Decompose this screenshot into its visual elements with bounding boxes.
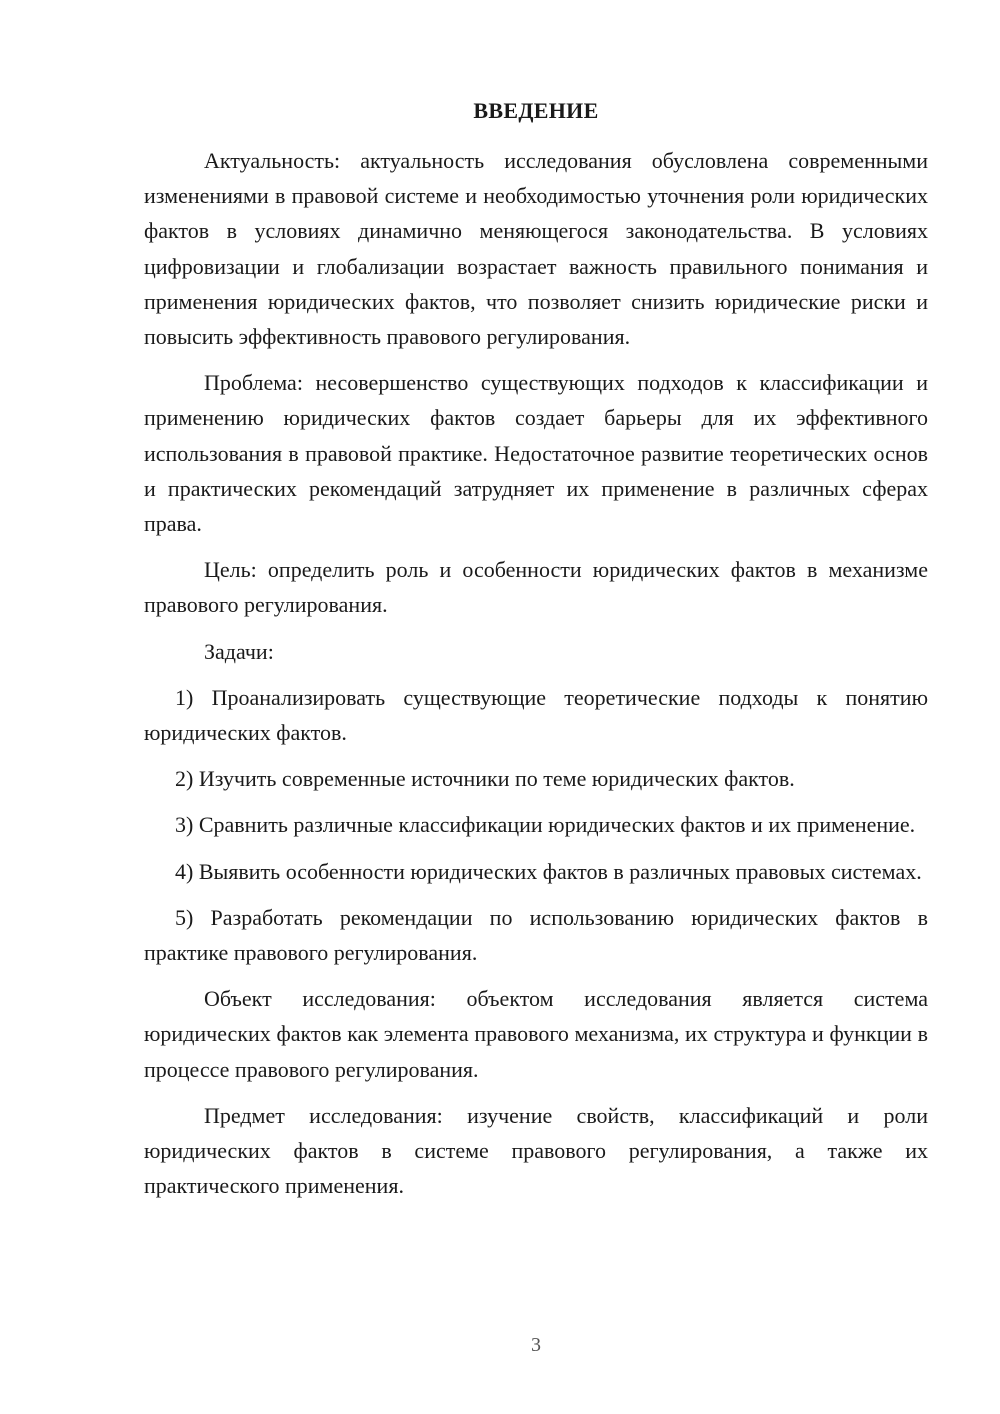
page-number: 3: [531, 1334, 541, 1356]
paragraph-goal: Цель: определить роль и особенности юридических фактов в механизме правового регулирования.: [144, 557, 928, 618]
document-body: [144, 143, 928, 1214]
task-item-5: 5) Разработать рекомендации по использованию юридических фактов в практике правового регулирования.: [144, 904, 928, 966]
paragraph-object: Объект исследования: объектом исследования является система юридических фактов как элемента правового механизма, их структура и функции в процессе правового регулирования.: [144, 986, 928, 1082]
paragraph-relevance: Актуальность: актуальность исследования обусловлена современными изменениями в правовой системе и необходимостью уточнения роли юридических фактов в условиях динамично меняющегося законодательства. В условиях цифровизации и глобализации возрастает важность правильного понимания и применения юридических фактов, что позволяет снизить юридические риски и повысить эффективность правового регулирования.: [144, 148, 928, 350]
task-item-1: 1) Проанализировать существующие теоретические подходы к понятию юридических фактов.: [144, 684, 928, 746]
task-item-2: 2) Изучить современные источники по теме юридических фактов.: [175, 766, 795, 792]
section-title: ВВЕДЕНИЕ: [473, 98, 599, 123]
task-item-4: 4) Выявить особенности юридических фактов в различных правовых системах.: [175, 858, 922, 884]
paragraph-subject: Предмет исследования: изучение свойств, классификаций и роли юридических фактов в системе правового регулирования, а также их практического применения.: [144, 1102, 928, 1199]
task-item-3: 3) Сравнить различные классификации юридических фактов и их применение.: [175, 812, 916, 838]
paragraph-tasks-heading: Задачи:: [204, 638, 274, 664]
paragraph-problem: Проблема: несовершенство существующих подходов к классификации и применению юридических фактов создает барьеры для их эффективного использования в правовой практике. Недостаточное развитие теоретических основ и практических рекомендаций затрудняет их применение в различных сферах права.: [144, 370, 928, 537]
